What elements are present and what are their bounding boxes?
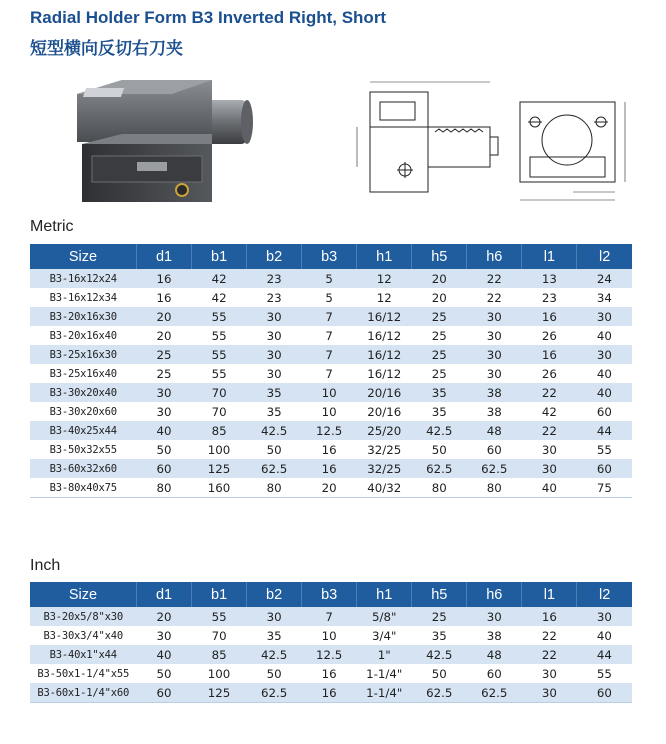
size-cell: B3-30x20x40 xyxy=(30,383,137,402)
value-cell: 20 xyxy=(412,288,467,307)
value-cell: 30 xyxy=(467,345,522,364)
value-cell: 30 xyxy=(137,383,192,402)
value-cell: 80 xyxy=(412,478,467,498)
column-header-l2: l2 xyxy=(577,582,632,607)
table-row xyxy=(30,383,632,402)
value-cell: 55 xyxy=(192,364,247,383)
value-cell: 25 xyxy=(412,307,467,326)
value-cell: 12 xyxy=(357,269,412,288)
value-cell: 5 xyxy=(302,269,357,288)
value-cell: 22 xyxy=(467,269,522,288)
value-cell: 60 xyxy=(577,402,632,421)
value-cell: 25 xyxy=(137,345,192,364)
column-header-h1: h1 xyxy=(357,582,412,607)
value-cell: 42.5 xyxy=(247,421,302,440)
value-cell: 30 xyxy=(522,440,577,459)
value-cell: 100 xyxy=(192,440,247,459)
value-cell: 5 xyxy=(302,288,357,307)
value-cell: 16/12 xyxy=(357,345,412,364)
size-cell: B3-40x25x44 xyxy=(30,421,137,440)
table-row xyxy=(30,478,632,498)
value-cell: 16 xyxy=(137,288,192,307)
table-row xyxy=(30,607,632,626)
size-cell: B3-25x16x30 xyxy=(30,345,137,364)
value-cell: 35 xyxy=(247,626,302,645)
size-cell: B3-60x1-1/4"x60 xyxy=(30,683,137,703)
value-cell: 85 xyxy=(192,421,247,440)
table-row xyxy=(30,288,632,307)
value-cell: 35 xyxy=(247,383,302,402)
value-cell: 25 xyxy=(412,345,467,364)
column-header-b2: b2 xyxy=(247,582,302,607)
value-cell: 16 xyxy=(302,683,357,703)
value-cell: 20 xyxy=(137,307,192,326)
value-cell: 85 xyxy=(192,645,247,664)
value-cell: 35 xyxy=(247,402,302,421)
value-cell: 50 xyxy=(412,664,467,683)
value-cell: 42.5 xyxy=(247,645,302,664)
table-row xyxy=(30,326,632,345)
value-cell: 26 xyxy=(522,326,577,345)
value-cell: 13 xyxy=(522,269,577,288)
value-cell: 80 xyxy=(137,478,192,498)
value-cell: 40/32 xyxy=(357,478,412,498)
value-cell: 25 xyxy=(412,364,467,383)
value-cell: 10 xyxy=(302,383,357,402)
metric-table xyxy=(30,244,632,498)
value-cell: 42 xyxy=(192,288,247,307)
value-cell: 1" xyxy=(357,645,412,664)
value-cell: 32/25 xyxy=(357,459,412,478)
value-cell: 3/4" xyxy=(357,626,412,645)
value-cell: 16 xyxy=(137,269,192,288)
table-row xyxy=(30,683,632,703)
value-cell: 125 xyxy=(192,459,247,478)
column-header-l1: l1 xyxy=(522,582,577,607)
value-cell: 55 xyxy=(192,345,247,364)
value-cell: 22 xyxy=(522,645,577,664)
value-cell: 23 xyxy=(522,288,577,307)
value-cell: 25 xyxy=(137,364,192,383)
size-cell: B3-80x40x75 xyxy=(30,478,137,498)
value-cell: 60 xyxy=(467,440,522,459)
value-cell: 55 xyxy=(577,440,632,459)
table-row xyxy=(30,459,632,478)
value-cell: 16/12 xyxy=(357,326,412,345)
value-cell: 80 xyxy=(467,478,522,498)
value-cell: 50 xyxy=(247,664,302,683)
value-cell: 40 xyxy=(137,421,192,440)
value-cell: 7 xyxy=(302,345,357,364)
value-cell: 22 xyxy=(522,383,577,402)
value-cell: 40 xyxy=(577,383,632,402)
value-cell: 23 xyxy=(247,288,302,307)
value-cell: 40 xyxy=(522,478,577,498)
size-cell: B3-50x32x55 xyxy=(30,440,137,459)
value-cell: 30 xyxy=(247,345,302,364)
value-cell: 20 xyxy=(137,607,192,626)
value-cell: 62.5 xyxy=(412,683,467,703)
value-cell: 60 xyxy=(137,459,192,478)
value-cell: 25/20 xyxy=(357,421,412,440)
value-cell: 22 xyxy=(467,288,522,307)
value-cell: 35 xyxy=(412,626,467,645)
value-cell: 30 xyxy=(467,364,522,383)
value-cell: 42.5 xyxy=(412,421,467,440)
column-header-b1: b1 xyxy=(192,244,247,269)
column-header-l1: l1 xyxy=(522,244,577,269)
value-cell: 20 xyxy=(137,326,192,345)
value-cell: 50 xyxy=(137,440,192,459)
column-header-h5: h5 xyxy=(412,244,467,269)
value-cell: 1-1/4" xyxy=(357,664,412,683)
value-cell: 50 xyxy=(137,664,192,683)
value-cell: 30 xyxy=(137,626,192,645)
size-cell: B3-25x16x40 xyxy=(30,364,137,383)
value-cell: 70 xyxy=(192,383,247,402)
value-cell: 55 xyxy=(192,307,247,326)
value-cell: 60 xyxy=(577,459,632,478)
value-cell: 30 xyxy=(467,307,522,326)
value-cell: 30 xyxy=(522,683,577,703)
size-cell: B3-60x32x60 xyxy=(30,459,137,478)
table-row xyxy=(30,345,632,364)
value-cell: 62.5 xyxy=(247,683,302,703)
size-cell: B3-30x20x60 xyxy=(30,402,137,421)
value-cell: 40 xyxy=(577,326,632,345)
value-cell: 20/16 xyxy=(357,383,412,402)
value-cell: 50 xyxy=(247,440,302,459)
value-cell: 12.5 xyxy=(302,645,357,664)
column-header-d1: d1 xyxy=(137,582,192,607)
value-cell: 38 xyxy=(467,626,522,645)
value-cell: 7 xyxy=(302,607,357,626)
size-cell: B3-20x16x40 xyxy=(30,326,137,345)
table-row xyxy=(30,402,632,421)
inch-section-label: Inch xyxy=(30,557,61,574)
inch-table xyxy=(30,582,632,703)
size-cell: B3-16x12x34 xyxy=(30,288,137,307)
value-cell: 26 xyxy=(522,364,577,383)
value-cell: 100 xyxy=(192,664,247,683)
value-cell: 55 xyxy=(577,664,632,683)
value-cell: 50 xyxy=(412,440,467,459)
value-cell: 5/8" xyxy=(357,607,412,626)
table-header-row xyxy=(30,582,632,607)
table-row xyxy=(30,364,632,383)
value-cell: 22 xyxy=(522,626,577,645)
value-cell: 10 xyxy=(302,402,357,421)
value-cell: 38 xyxy=(467,402,522,421)
value-cell: 10 xyxy=(302,626,357,645)
value-cell: 55 xyxy=(192,326,247,345)
value-cell: 60 xyxy=(467,664,522,683)
value-cell: 24 xyxy=(577,269,632,288)
column-header-size: Size xyxy=(30,244,137,269)
value-cell: 62.5 xyxy=(467,459,522,478)
column-header-b1: b1 xyxy=(192,582,247,607)
value-cell: 25 xyxy=(412,607,467,626)
value-cell: 20 xyxy=(412,269,467,288)
table-row xyxy=(30,626,632,645)
value-cell: 40 xyxy=(137,645,192,664)
value-cell: 70 xyxy=(192,626,247,645)
column-header-l2: l2 xyxy=(577,244,632,269)
column-header-b3: b3 xyxy=(302,582,357,607)
column-header-h6: h6 xyxy=(467,582,522,607)
value-cell: 7 xyxy=(302,364,357,383)
value-cell: 30 xyxy=(522,664,577,683)
column-header-h1: h1 xyxy=(357,244,412,269)
column-header-b3: b3 xyxy=(302,244,357,269)
column-header-h5: h5 xyxy=(412,582,467,607)
value-cell: 16/12 xyxy=(357,307,412,326)
value-cell: 30 xyxy=(137,402,192,421)
page-title: Radial Holder Form B3 Inverted Right, Short xyxy=(30,8,387,27)
value-cell: 30 xyxy=(577,307,632,326)
value-cell: 42.5 xyxy=(412,645,467,664)
value-cell: 30 xyxy=(577,345,632,364)
column-header-d1: d1 xyxy=(137,244,192,269)
value-cell: 7 xyxy=(302,326,357,345)
value-cell: 16 xyxy=(302,664,357,683)
value-cell: 16 xyxy=(522,307,577,326)
value-cell: 48 xyxy=(467,645,522,664)
value-cell: 44 xyxy=(577,421,632,440)
tool-holder-photo xyxy=(62,72,267,212)
value-cell: 16 xyxy=(522,345,577,364)
table-row xyxy=(30,645,632,664)
value-cell: 25 xyxy=(412,326,467,345)
table-row xyxy=(30,421,632,440)
value-cell: 40 xyxy=(577,626,632,645)
size-cell: B3-20x5/8"x30 xyxy=(30,607,137,626)
table-header-row xyxy=(30,244,632,269)
value-cell: 44 xyxy=(577,645,632,664)
value-cell: 75 xyxy=(577,478,632,498)
value-cell: 30 xyxy=(247,307,302,326)
value-cell: 30 xyxy=(467,607,522,626)
value-cell: 42 xyxy=(522,402,577,421)
value-cell: 160 xyxy=(192,478,247,498)
value-cell: 20 xyxy=(302,478,357,498)
value-cell: 22 xyxy=(522,421,577,440)
value-cell: 12.5 xyxy=(302,421,357,440)
column-header-h6: h6 xyxy=(467,244,522,269)
metric-section-label: Metric xyxy=(30,218,74,235)
column-header-b2: b2 xyxy=(247,244,302,269)
value-cell: 30 xyxy=(247,326,302,345)
value-cell: 30 xyxy=(577,607,632,626)
size-cell: B3-50x1-1/4"x55 xyxy=(30,664,137,683)
value-cell: 48 xyxy=(467,421,522,440)
column-header-size: Size xyxy=(30,582,137,607)
value-cell: 16 xyxy=(302,440,357,459)
value-cell: 80 xyxy=(247,478,302,498)
value-cell: 42 xyxy=(192,269,247,288)
size-cell: B3-30x3/4"x40 xyxy=(30,626,137,645)
value-cell: 16 xyxy=(522,607,577,626)
value-cell: 55 xyxy=(192,607,247,626)
value-cell: 30 xyxy=(467,326,522,345)
size-cell: B3-16x12x24 xyxy=(30,269,137,288)
value-cell: 125 xyxy=(192,683,247,703)
value-cell: 30 xyxy=(247,607,302,626)
technical-drawing xyxy=(345,72,640,217)
value-cell: 60 xyxy=(137,683,192,703)
value-cell: 70 xyxy=(192,402,247,421)
value-cell: 1-1/4" xyxy=(357,683,412,703)
value-cell: 35 xyxy=(412,402,467,421)
value-cell: 34 xyxy=(577,288,632,307)
value-cell: 12 xyxy=(357,288,412,307)
value-cell: 40 xyxy=(577,364,632,383)
value-cell: 7 xyxy=(302,307,357,326)
value-cell: 32/25 xyxy=(357,440,412,459)
value-cell: 20/16 xyxy=(357,402,412,421)
size-cell: B3-40x1"x44 xyxy=(30,645,137,664)
table-row xyxy=(30,269,632,288)
value-cell: 23 xyxy=(247,269,302,288)
table-row xyxy=(30,307,632,326)
value-cell: 60 xyxy=(577,683,632,703)
value-cell: 35 xyxy=(412,383,467,402)
value-cell: 30 xyxy=(522,459,577,478)
value-cell: 30 xyxy=(247,364,302,383)
value-cell: 16/12 xyxy=(357,364,412,383)
table-row xyxy=(30,664,632,683)
value-cell: 62.5 xyxy=(412,459,467,478)
page-subtitle-chinese: 短型横向反切右刀夹 xyxy=(30,39,183,59)
value-cell: 16 xyxy=(302,459,357,478)
value-cell: 38 xyxy=(467,383,522,402)
value-cell: 62.5 xyxy=(467,683,522,703)
table-row xyxy=(30,440,632,459)
value-cell: 62.5 xyxy=(247,459,302,478)
size-cell: B3-20x16x30 xyxy=(30,307,137,326)
